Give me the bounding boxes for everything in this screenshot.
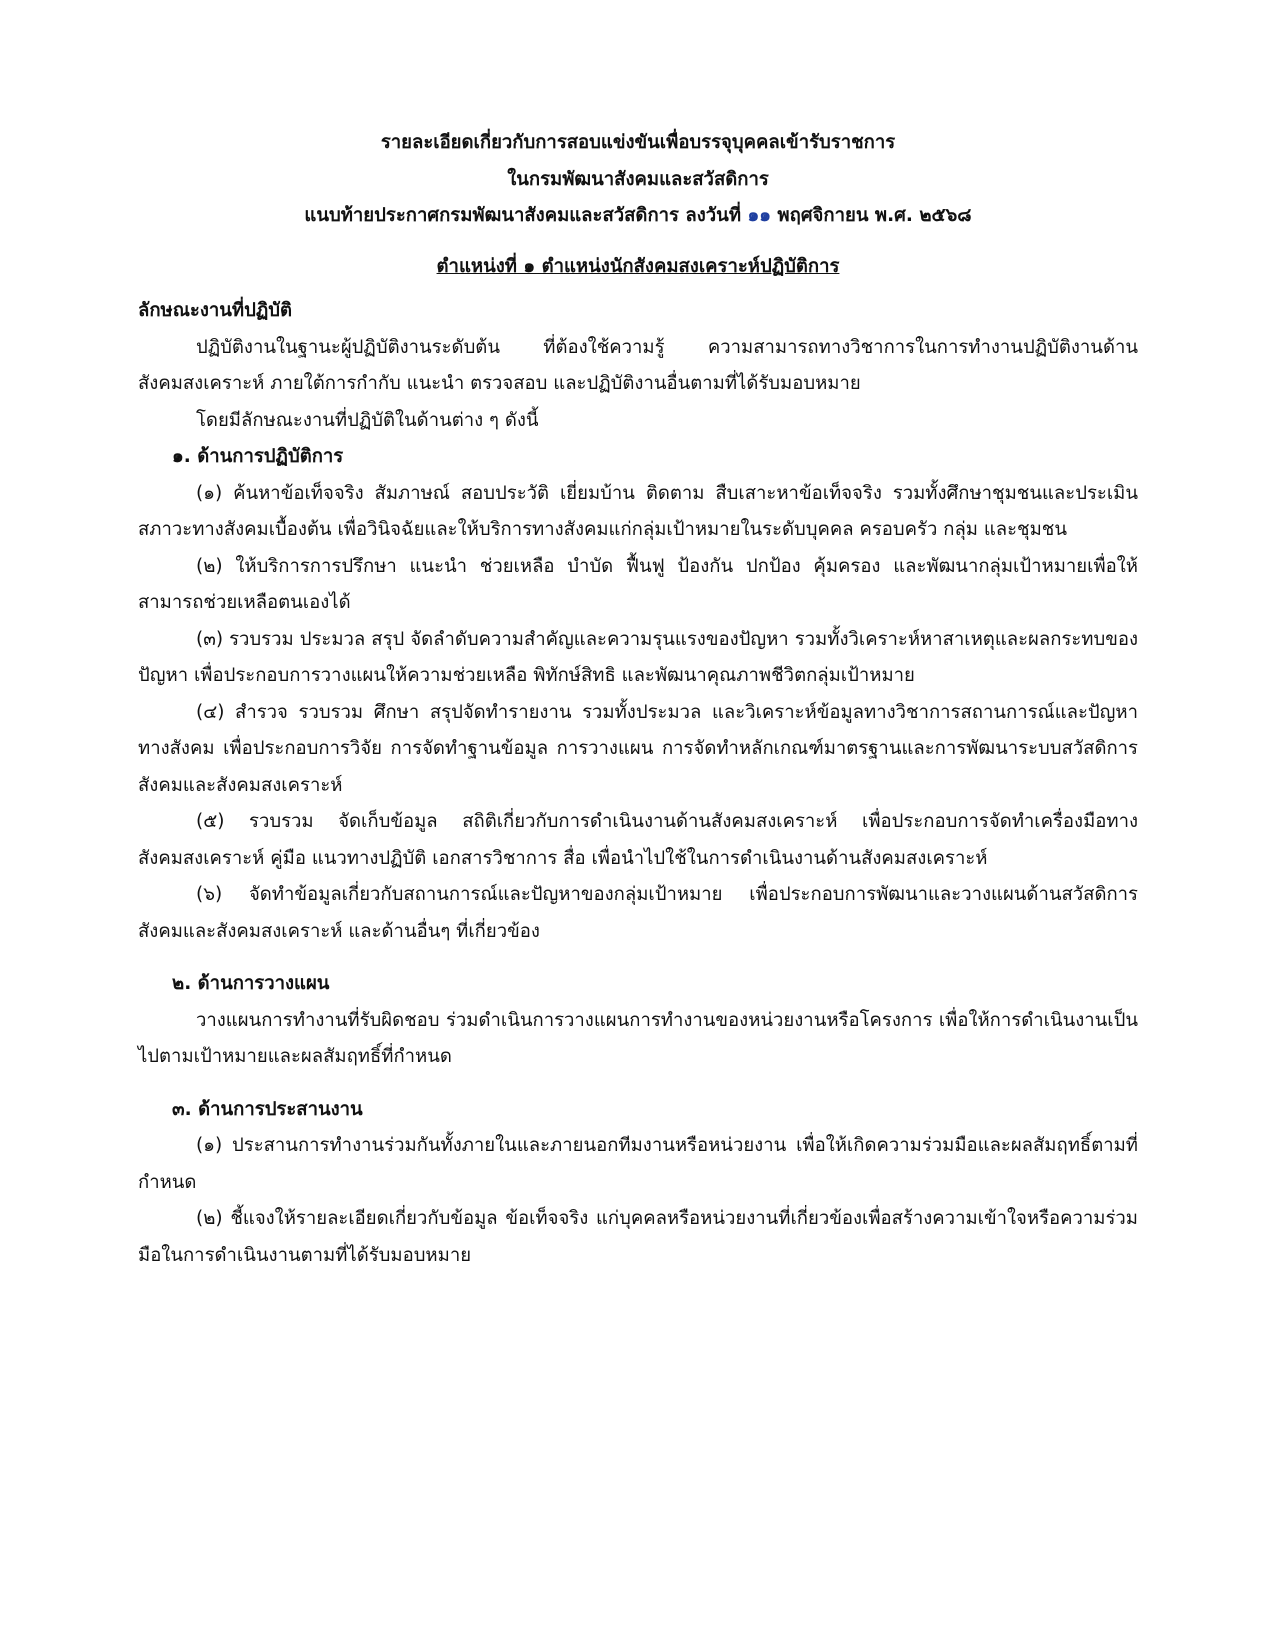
section-2-title: ๒. ด้านการวางแผน	[172, 973, 330, 994]
section-3-item-1: (๑) ประสานการทำงานร่วมกันทั้งภายในและภายนอกทีมงานหรือหน่วยงาน เพื่อให้เกิดความร่วมมือและผลสัมฤทธิ์ตามที่กำหนด	[138, 1135, 1138, 1193]
job-nature-intro: ปฏิบัติงานในฐานะผู้ปฏิบัติงานระดับต้น ที่ต้องใช้ความรู้ ความสามารถทางวิชาการในการทำงานปฏิบัติงานด้านสังคมสงเคราะห์ ภายใต้การกำกับ แนะนำ ตรวจสอบ และปฏิบัติงานอื่นตามที่ได้รับมอบหมาย	[138, 336, 1138, 394]
section-1-item-2: (๒) ให้บริการการปรึกษา แนะนำ ช่วยเหลือ บำบัด ฟื้นฟู ป้องกัน ปกป้อง คุ้มครอง และพัฒนากลุ่มเป้าหมายเพื่อให้สามารถช่วยเหลือตนเองได้	[138, 555, 1138, 613]
section-1-item-5: (๕) รวบรวม จัดเก็บข้อมูล สถิติเกี่ยวกับการดำเนินงานด้านสังคมสงเคราะห์ เพื่อประกอบการจัดทำเครื่องมือทางสังคมสงเคราะห์ คู่มือ แนวทางปฏิบัติ เอกสารวิชาการ สื่อ เพื่อนำไปใช้ในการดำเนินงานด้านสังคมสงเคราะห์	[138, 811, 1138, 869]
document-title-line-3	[138, 198, 1138, 235]
section-1-item-6: (๖) จัดทำข้อมูลเกี่ยวกับสถานการณ์และปัญหาของกลุ่มเป้าหมาย เพื่อประกอบการพัฒนาและวางแผนด้านสวัสดิการสังคมและสังคมสงเคราะห์ และด้านอื่นๆ ที่เกี่ยวข้อง	[138, 884, 1138, 942]
document-title-line-1: รายละเอียดเกี่ยวกับการสอบแข่งขันเพื่อบรรจุบุคคลเข้ารับราชการ	[380, 132, 896, 153]
section-2-item-1: วางแผนการทำงานที่รับผิดชอบ ร่วมดำเนินการวางแผนการทำงานของหน่วยงานหรือโครงการ เพื่อให้การดำเนินงานเป็นไปตามเป้าหมายและผลสัมฤทธิ์ที่กำหนด	[138, 1009, 1138, 1067]
job-nature-heading: ลักษณะงานที่ปฏิบัติ	[138, 300, 293, 321]
announcement-prefix: แนบท้ายประกาศกรมพัฒนาสังคมและสวัสดิการ ลงวันที่	[304, 205, 742, 226]
section-1-item-1: (๑) ค้นหาข้อเท็จจริง สัมภาษณ์ สอบประวัติ เยี่ยมบ้าน ติดตาม สืบเสาะหาข้อเท็จจริง รวมทั้งศึกษาชุมชนและประเมินสภาวะทางสังคมเบื้องต้น เพื่อวินิจฉัยและให้บริการทางสังคมแก่กลุ่มเป้าหมายในระดับบุคคล ครอบครัว กลุ่ม และชุมชน	[138, 482, 1138, 540]
document-title-line-2: ในกรมพัฒนาสังคมและสวัสดิการ	[507, 168, 769, 190]
job-nature-lead: โดยมีลักษณะงานที่ปฏิบัติในด้านต่าง ๆ ดังนี้	[196, 409, 539, 431]
document-page	[138, 125, 1138, 1274]
section-1-item-3: (๓) รวบรวม ประมวล สรุป จัดลำดับความสำคัญและความรุนแรงของปัญหา รวมทั้งวิเคราะห์หาสาเหตุและผลกระทบของปัญหา เพื่อประกอบการวางแผนให้ความช่วยเหลือ พิทักษ์สิทธิ และพัฒนาคุณภาพชีวิตกลุ่มเป้าหมาย	[138, 628, 1138, 686]
announcement-month-year: พฤศจิกายน พ.ศ. ๒๕๖๘	[777, 205, 972, 226]
section-1-title: ๑. ด้านการปฏิบัติการ	[172, 446, 344, 467]
section-3-item-2: (๒) ชี้แจงให้รายละเอียดเกี่ยวกับข้อมูล ข้อเท็จจริง แก่บุคคลหรือหน่วยงานที่เกี่ยวข้องเพื่อสร้างความเข้าใจหรือความร่วมมือในการดำเนินงานตามที่ได้รับมอบหมาย	[138, 1208, 1138, 1266]
section-1-item-4: (๔) สำรวจ รวบรวม ศึกษา สรุปจัดทำรายงาน รวมทั้งประมวล และวิเคราะห์ข้อมูลทางวิชาการสถานการณ์และปัญหาทางสังคม เพื่อประกอบการวิจัย การจัดทำฐานข้อมูล การวางแผน การจัดทำหลักเกณฑ์มาตรฐานและการพัฒนาระบบสวัสดิการสังคมและสังคมสงเคราะห์	[138, 701, 1138, 796]
announcement-day: ๑๑	[747, 205, 771, 226]
section-3-title: ๓. ด้านการประสานงาน	[172, 1098, 363, 1120]
position-title: ตำแหน่งที่ ๑ ตำแหน่งนักสังคมสงเคราะห์ปฏิบัติการ	[436, 255, 840, 277]
